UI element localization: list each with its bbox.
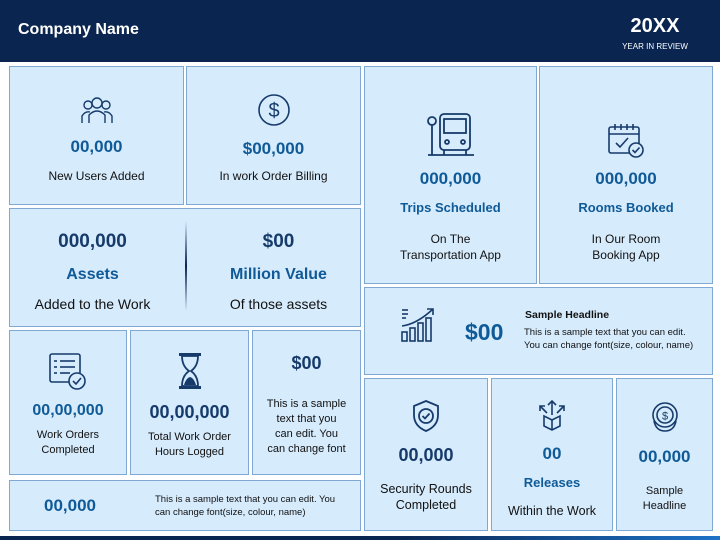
headline-title: Sample Headline xyxy=(525,309,610,321)
releases-label: Within the Work xyxy=(508,504,596,518)
card-divider xyxy=(185,221,187,311)
card-work-orders xyxy=(9,330,127,475)
footer-text-2: can change font(size, colour, name) xyxy=(155,507,306,518)
coin-label-2: Headline xyxy=(642,500,687,512)
trips-label-2: Transportation App xyxy=(400,248,501,262)
card-rooms xyxy=(539,66,713,284)
coin-icon xyxy=(650,401,680,433)
billing-value: $00,000 xyxy=(242,139,305,158)
headline-text-1: This is a sample text that you can edit. xyxy=(524,327,686,338)
company-name: Company Name xyxy=(18,21,139,38)
sample-value: $00 xyxy=(291,353,322,373)
releases-value: 00 xyxy=(542,444,562,463)
card-trips xyxy=(364,66,537,284)
card-footer-sample xyxy=(9,480,361,531)
million-title: Million Value xyxy=(230,266,327,283)
users-label: New Users Added xyxy=(48,169,145,183)
assets-value: 000,000 xyxy=(58,231,127,252)
users-group-icon xyxy=(80,95,114,125)
workorders-value: 00,00,000 xyxy=(32,402,104,419)
sample-line-1: This is a sample xyxy=(266,398,347,410)
hours-label-2: Hours Logged xyxy=(154,446,225,458)
trips-label-1: On The xyxy=(430,232,471,246)
footer-value: 00,000 xyxy=(44,496,96,515)
hours-label-1: Total Work Order xyxy=(148,431,231,443)
hourglass-icon xyxy=(177,352,203,390)
workorders-label-2: Completed xyxy=(41,444,95,456)
security-value: 00,000 xyxy=(398,445,454,465)
card-assets xyxy=(9,208,361,327)
rooms-label-1: In Our Room xyxy=(591,232,661,246)
box-release-icon xyxy=(535,398,569,432)
million-value: $00 xyxy=(262,231,295,252)
coin-value: 00,000 xyxy=(638,447,691,466)
bottom-accent-strip xyxy=(0,536,720,540)
headline-text-2: You can change font(size, colour, name) xyxy=(524,340,694,351)
growth-chart-icon xyxy=(399,304,439,344)
headline-value: $00 xyxy=(465,319,504,345)
sample-line-4: can change font xyxy=(267,443,346,455)
footer-text-1: This is a sample text that you can edit. You xyxy=(155,494,336,505)
card-billing xyxy=(186,66,361,205)
svg-text:$: $ xyxy=(267,100,280,122)
rooms-value: 000,000 xyxy=(595,169,657,188)
header-bar xyxy=(0,0,720,62)
releases-title: Releases xyxy=(523,475,581,490)
card-hours xyxy=(130,330,249,475)
shield-check-icon xyxy=(411,399,441,433)
rooms-title: Rooms Booked xyxy=(578,200,674,215)
card-sample-headline xyxy=(364,287,713,375)
dollar-circle-icon xyxy=(257,93,291,127)
security-label-2: Completed xyxy=(395,498,457,512)
hours-value: 00,00,000 xyxy=(149,402,230,422)
calendar-check-icon xyxy=(606,121,646,159)
card-new-users xyxy=(9,66,184,205)
million-label: Of those assets xyxy=(229,296,328,312)
trips-title: Trips Scheduled xyxy=(400,200,501,215)
sample-line-2: text that you xyxy=(276,413,337,425)
sample-line-3: can edit. You xyxy=(274,428,338,440)
svg-text:$: $ xyxy=(661,410,668,423)
year-title: 20XX xyxy=(630,15,680,37)
coin-label-1: Sample xyxy=(645,485,684,497)
trips-value: 000,000 xyxy=(419,169,482,188)
rooms-label-2: Booking App xyxy=(592,248,660,262)
checklist-icon xyxy=(48,351,88,391)
card-coin xyxy=(616,378,713,531)
billing-label: In work Order Billing xyxy=(219,169,328,183)
workorders-label-1: Work Orders xyxy=(36,429,100,441)
security-label-1: Security Rounds xyxy=(380,482,472,496)
card-releases xyxy=(491,378,613,531)
assets-label: Added to the Work xyxy=(34,296,151,312)
card-security xyxy=(364,378,488,531)
users-value: 00,000 xyxy=(70,137,123,156)
year-subtitle: YEAR IN REVIEW xyxy=(622,42,688,51)
assets-title: Assets xyxy=(66,266,119,283)
bus-stop-icon xyxy=(426,111,476,157)
card-sample-text xyxy=(252,330,361,475)
